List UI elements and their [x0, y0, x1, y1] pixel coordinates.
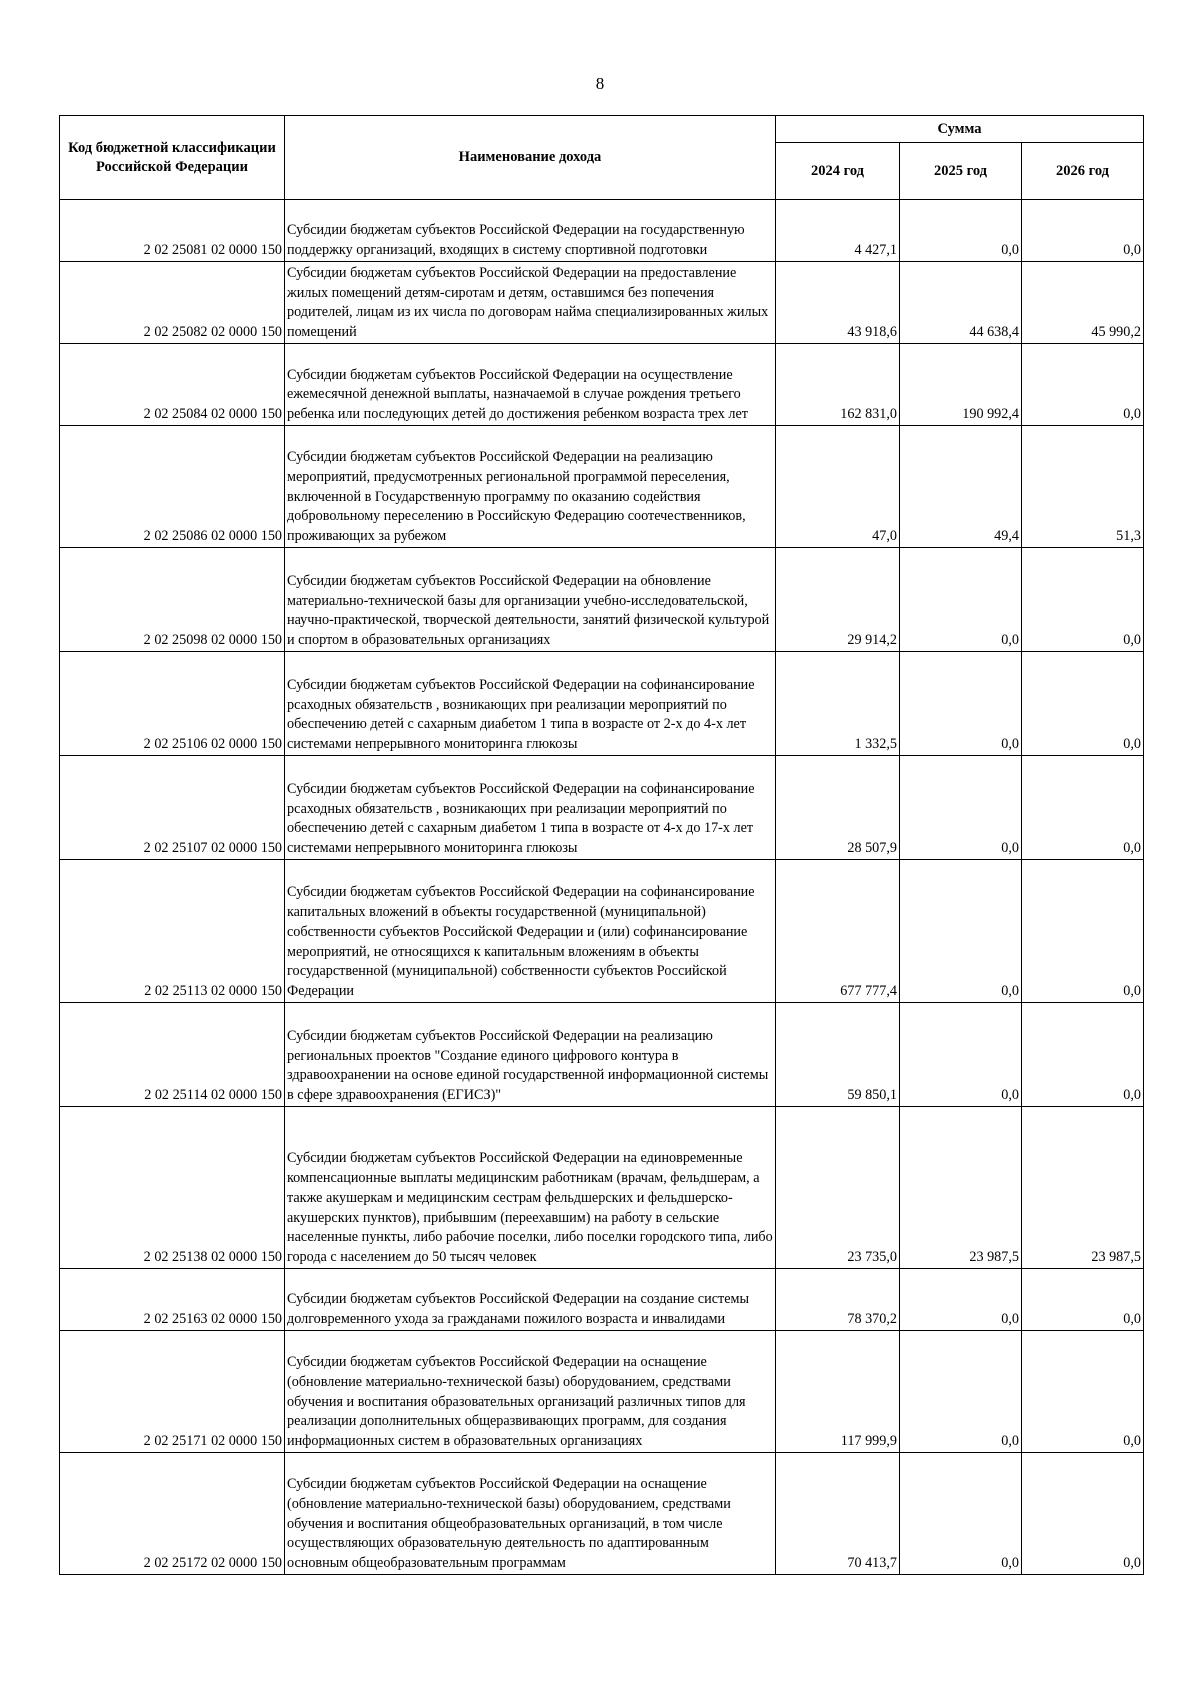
budget-code-cell: 2 02 25114 02 0000 150 [60, 1003, 285, 1107]
budget-code-cell: 2 02 25163 02 0000 150 [60, 1269, 285, 1331]
amount-2026-cell: 0,0 [1022, 344, 1144, 426]
budget-code-cell: 2 02 25084 02 0000 150 [60, 344, 285, 426]
amount-2025-cell: 0,0 [900, 756, 1022, 860]
amount-2024-cell: 162 831,0 [776, 344, 900, 426]
amount-2025-cell: 0,0 [900, 548, 1022, 652]
table-row [60, 1453, 1144, 1575]
table-row [60, 1269, 1144, 1331]
budget-code-cell: 2 02 25138 02 0000 150 [60, 1107, 285, 1269]
amount-2024-cell: 43 918,6 [776, 262, 900, 344]
amount-2025-cell: 23 987,5 [900, 1107, 1022, 1269]
amount-2026-cell: 23 987,5 [1022, 1107, 1144, 1269]
table-row [60, 426, 1144, 548]
amount-2025-cell: 0,0 [900, 200, 1022, 262]
amount-2026-cell: 0,0 [1022, 1331, 1144, 1453]
amount-2025-cell: 0,0 [900, 652, 1022, 756]
revenue-name-cell: Субсидии бюджетам субъектов Российской Федерации на единовременные компенсационные выплаты медицинским работникам (врачам, фельдшерам, а также акушеркам и медицинским сестрам фельдшерских и фельдшерско-акушерских пунктов), прибывшим (переехавшим) на работу в сельские населенные пункты, либо рабочие поселки, либо поселки городского типа, либо города с населением до 50 тысяч человек [285, 1107, 776, 1269]
amount-2024-cell: 677 777,4 [776, 860, 900, 1003]
table-row [60, 1003, 1144, 1107]
revenue-name-cell: Субсидии бюджетам субъектов Российской Федерации на оснащение (обновление материально-технической базы) оборудованием, средствами обучения и воспитания образовательных организаций различных типов для реализации дополнительных общеразвивающих программ, для создания информационных систем в образовательных организациях [285, 1331, 776, 1453]
amount-2024-cell: 29 914,2 [776, 548, 900, 652]
revenue-name-cell: Субсидии бюджетам субъектов Российской Федерации на реализацию региональных проектов "Создание единого цифрового контура в здравоохранении на основе единой государственной информационной системы в сфере здравоохранения (ЕГИСЗ)" [285, 1003, 776, 1107]
table-row [60, 652, 1144, 756]
revenue-name-cell: Субсидии бюджетам субъектов Российской Федерации на создание системы долговременного ухода за гражданами пожилого возраста и инвалидами [285, 1269, 776, 1331]
amount-2024-cell: 47,0 [776, 426, 900, 548]
amount-2026-cell: 0,0 [1022, 200, 1144, 262]
amount-2024-cell: 4 427,1 [776, 200, 900, 262]
amount-2024-cell: 23 735,0 [776, 1107, 900, 1269]
revenue-table [59, 115, 1144, 1575]
table-row [60, 1331, 1144, 1453]
revenue-name-cell: Субсидии бюджетам субъектов Российской Федерации на реализацию мероприятий, предусмотренных региональной программой переселения, включенной в Государственную программу по оказанию содействия добровольному переселению в Российскую Федерацию соотечественников, проживающих за рубежом [285, 426, 776, 548]
revenue-name-cell: Субсидии бюджетам субъектов Российской Федерации на софинансирование рсаходных обязательств , возникающих при реализации мероприятий по обеспечению детей с сахарным диабетом 1 типа в возрасте от 2-х до 4-х лет системами непрерывного мониторинга глюкозы [285, 652, 776, 756]
amount-2026-cell: 0,0 [1022, 860, 1144, 1003]
amount-2024-cell: 1 332,5 [776, 652, 900, 756]
budget-code-cell: 2 02 25172 02 0000 150 [60, 1453, 285, 1575]
revenue-name-cell: Субсидии бюджетам субъектов Российской Федерации на оснащение (обновление материально-технической базы) оборудованием, средствами обучения и воспитания общеобразовательных организаций, в том числе осуществляющих образовательную деятельность по адаптированным основным общеобразовательным программам [285, 1453, 776, 1575]
table-row [60, 860, 1144, 1003]
table-body [60, 200, 1144, 1575]
budget-code-cell: 2 02 25171 02 0000 150 [60, 1331, 285, 1453]
amount-2026-cell: 0,0 [1022, 1269, 1144, 1331]
revenue-name-cell: Субсидии бюджетам субъектов Российской Федерации на предоставление жилых помещений детям-сиротам и детям, оставшимся без попечения родителей, лицам из их числа по договорам найма специализированных жилых помещений [285, 262, 776, 344]
budget-code-cell: 2 02 25113 02 0000 150 [60, 860, 285, 1003]
amount-2024-cell: 70 413,7 [776, 1453, 900, 1575]
table-row [60, 200, 1144, 262]
table-row [60, 756, 1144, 860]
revenue-name-cell: Субсидии бюджетам субъектов Российской Федерации на осуществление ежемесячной денежной выплаты, назначаемой в случае рождения третьего ребенка или последующих детей до достижения ребенком возраста трех лет [285, 344, 776, 426]
amount-2025-cell: 190 992,4 [900, 344, 1022, 426]
amount-2024-cell: 59 850,1 [776, 1003, 900, 1107]
header-year-2026: 2026 год [1022, 143, 1144, 200]
header-name: Наименование дохода [285, 116, 776, 200]
revenue-name-cell: Субсидии бюджетам субъектов Российской Федерации на государственную поддержку организаций, входящих в систему спортивной подготовки [285, 200, 776, 262]
budget-code-cell: 2 02 25106 02 0000 150 [60, 652, 285, 756]
table-row [60, 344, 1144, 426]
amount-2026-cell: 45 990,2 [1022, 262, 1144, 344]
amount-2025-cell: 0,0 [900, 1269, 1022, 1331]
budget-code-cell: 2 02 25098 02 0000 150 [60, 548, 285, 652]
budget-code-cell: 2 02 25086 02 0000 150 [60, 426, 285, 548]
header-code: Код бюджетной классификации Российской Федерации [60, 116, 285, 200]
amount-2024-cell: 28 507,9 [776, 756, 900, 860]
page-number: 8 [595, 74, 605, 93]
amount-2026-cell: 0,0 [1022, 652, 1144, 756]
table-row [60, 262, 1144, 344]
amount-2026-cell: 0,0 [1022, 1453, 1144, 1575]
amount-2026-cell: 0,0 [1022, 1003, 1144, 1107]
revenue-name-cell: Субсидии бюджетам субъектов Российской Федерации на обновление материально-технической базы для организации учебно-исследовательской, научно-практической, творческой деятельности, занятий физической культурой и спортом в образовательных организациях [285, 548, 776, 652]
budget-code-cell: 2 02 25107 02 0000 150 [60, 756, 285, 860]
amount-2025-cell: 49,4 [900, 426, 1022, 548]
amount-2025-cell: 0,0 [900, 1331, 1022, 1453]
revenue-name-cell: Субсидии бюджетам субъектов Российской Федерации на софинансирование капитальных вложений в объекты государственной (муниципальной) собственности субъектов Российской Федерации и (или) софинансирование мероприятий, не относящихся к капитальным вложениям в объекты государственной (муниципальной) собственности субъектов Российской Федерации [285, 860, 776, 1003]
table-row [60, 548, 1144, 652]
budget-code-cell: 2 02 25081 02 0000 150 [60, 200, 285, 262]
header-year-2025: 2025 год [900, 143, 1022, 200]
amount-2025-cell: 0,0 [900, 1003, 1022, 1107]
amount-2024-cell: 78 370,2 [776, 1269, 900, 1331]
budget-code-cell: 2 02 25082 02 0000 150 [60, 262, 285, 344]
amount-2025-cell: 44 638,4 [900, 262, 1022, 344]
amount-2026-cell: 0,0 [1022, 548, 1144, 652]
header-year-2024: 2024 год [776, 143, 900, 200]
amount-2024-cell: 117 999,9 [776, 1331, 900, 1453]
amount-2025-cell: 0,0 [900, 860, 1022, 1003]
amount-2025-cell: 0,0 [900, 1453, 1022, 1575]
table-row [60, 1107, 1144, 1269]
amount-2026-cell: 51,3 [1022, 426, 1144, 548]
revenue-name-cell: Субсидии бюджетам субъектов Российской Федерации на софинансирование рсаходных обязательств , возникающих при реализации мероприятий по обеспечению детей с сахарным диабетом 1 типа в возрасте от 4-х до 17-х лет системами непрерывного мониторинга глюкозы [285, 756, 776, 860]
header-sum: Сумма [776, 116, 1144, 143]
amount-2026-cell: 0,0 [1022, 756, 1144, 860]
